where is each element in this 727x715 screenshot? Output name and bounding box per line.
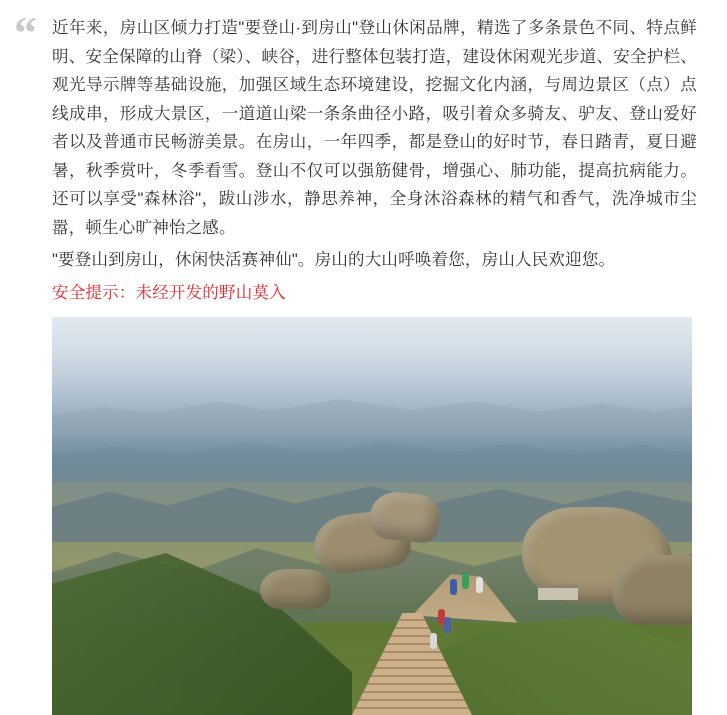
rock-formation-5 bbox=[260, 569, 330, 609]
quote-mark-icon: “ bbox=[14, 7, 37, 58]
ridge-far-1 bbox=[52, 387, 692, 435]
article-photo bbox=[52, 317, 692, 715]
ridge-far-2 bbox=[52, 427, 692, 482]
article-body bbox=[52, 14, 697, 275]
hiker-figure bbox=[450, 579, 457, 595]
paragraph-1: 近年来，房山区倾力打造"要登山·到房山"登山休闲品牌，精选了多条景色不同、特点鲜明、安全保障的山脊（梁）、峡谷，进行整体包装打造，建设休闲观光步道、安全护栏、观光导示牌等基础设施，加强区域生态环境建设，挖掘文化内涵，与周边景区（点）点线成串，形成大景区，一道道山梁一条条曲径小路，吸引着众多骑友、驴友、登山爱好者以及普通市民畅游美景。在房山，一年四季，都是登山的好时节，春日踏青，夏日避暑，秋季赏叶，冬季看雪。登山不仅可以强筋健骨，增强心、肺功能，提高抗病能力。还可以享受"森林浴"，跋山涉水，静思养神，全身沐浴森林的精气和香气，洗净城市尘嚣，顿生心旷神怡之感。 bbox=[52, 19, 697, 237]
trail-bench bbox=[538, 585, 578, 600]
hiker-figure bbox=[462, 573, 469, 589]
paragraph-2: "要登山到房山，休闲快活赛神仙"。房山的大山呼唤着您，房山人民欢迎您。 bbox=[52, 251, 616, 269]
rock-formation-4 bbox=[612, 555, 692, 625]
hiker-figure bbox=[430, 633, 437, 649]
hiker-figure bbox=[444, 617, 451, 633]
hiker-figure bbox=[476, 577, 483, 593]
safety-warning: 安全提示：未经开发的野山莫入 bbox=[52, 283, 286, 302]
photo-scene bbox=[52, 317, 692, 715]
rock-formation-2 bbox=[368, 489, 443, 544]
